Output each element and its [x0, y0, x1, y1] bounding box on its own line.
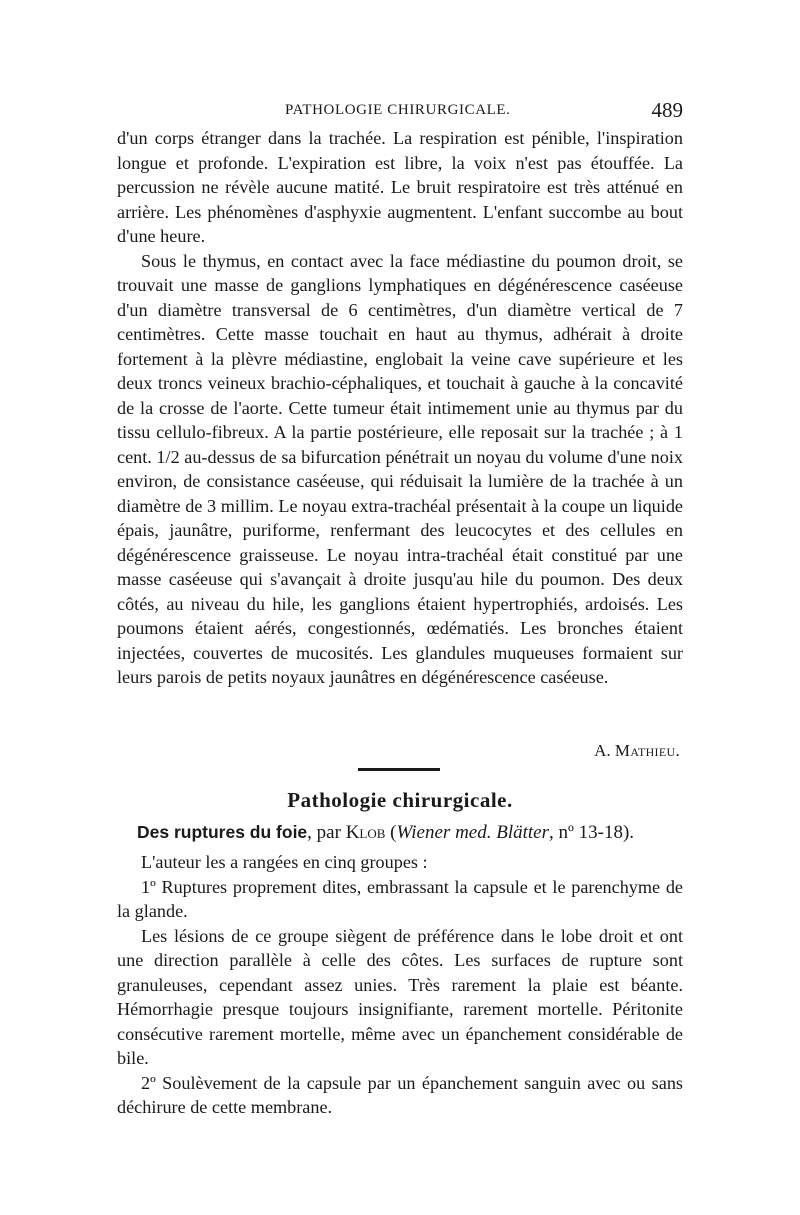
article-body	[117, 850, 683, 1120]
case-report-text	[117, 126, 683, 690]
article-open-paren: (	[385, 822, 397, 843]
section-divider	[358, 768, 440, 771]
paragraph: 2º Soulèvement de la capsule par un épanchement sanguin avec ou sans déchirure de cette membrane.	[117, 1072, 683, 1117]
paragraph: 1º Ruptures proprement dites, embrassant la capsule et le parenchyme de la glande.	[117, 876, 683, 921]
running-title: PATHOLOGIE CHIRURGICALE.	[285, 102, 511, 118]
page-number: 489	[651, 98, 683, 122]
signature-name: Mathieu.	[614, 741, 680, 760]
paragraph: L'auteur les a rangées en cinq groupes :	[141, 852, 428, 872]
signature-initial: A.	[594, 741, 615, 760]
article-by: , par	[307, 822, 346, 843]
signature	[594, 741, 680, 761]
paragraph: Sous le thymus, en contact avec la face médiastine du poumon droit, se trouvait une masse de ganglions lymphatiques en dégénérescence caséeuse d'un diamètre transversal de 6 centimètres, d'un diamètre vertical de 7 centimètres. Cette masse touchait en haut au thymus, adhérait à droite fortement à la plèvre médiastine, englobait la veine cave supérieure et les deux troncs veineux brachio-céphaliques, et touchait à gauche à la concavité de la crosse de l'aorte. Cette tumeur était intimement unie au thymus par du tissu cellulo-fibreux. A la partie postérieure, elle reposait sur la trachée ; à 1 cent. 1/2 au-dessus de sa bifurcation pénétrait un noyau du volume d'une noix environ, de consistance caséeuse, qui réduisait la lumière de la trachée à un diamètre de 3 millim. Le noyau extra-trachéal présentait à la coupe un liquide épais, jaunâtre, puriforme, renfermant des leucocytes et des cellules en dégénérescence graisseuse. Le noyau intra-trachéal était constitué par une masse caséeuse qui s'avançait à droite jusqu'au hile du poumon. Des deux côtés, au niveau du hile, les ganglions étaient hypertrophiés, ardoisés. Les poumons étaient aérés, congestionnés, œdématiés. Les bronches étaient injectées, couvertes de mucosités. Les glandules muqueuses formaient sur leurs parois de petits noyaux jaunâtres en dégénérescence caséeuse.	[117, 250, 683, 687]
article-heading	[137, 822, 634, 844]
paragraph: Les lésions de ce groupe siègent de préférence dans le lobe droit et ont une direction parallèle à celle des côtes. Les surfaces de rupture sont granuleuses, cependant assez unies. Très rarement la plaie est béante. Hémorrhagie presque toujours insignifiante, rarement mortelle. Péritonite consécutive rarement mortelle, même avec un épanchement considérable de bile.	[117, 925, 683, 1068]
article-journal: Wiener med. Blätter	[396, 822, 549, 843]
section-title: Pathologie chirurgicale.	[287, 788, 513, 812]
article-author: Klob	[345, 822, 386, 843]
article-title: Des ruptures du foie	[137, 822, 308, 842]
paragraph: d'un corps étranger dans la trachée. La respiration est pénible, l'inspiration longue et profonde. L'expiration est libre, la voix n'est pas étouffée. La percussion ne révèle aucune matité. Le bruit respiratoire est très atténué en arrière. Les phénomènes d'asphyxie augmentent. L'enfant succombe au bout d'une heure.	[117, 128, 683, 246]
article-issue: , nº 13-18).	[549, 822, 635, 843]
running-header	[117, 100, 683, 124]
